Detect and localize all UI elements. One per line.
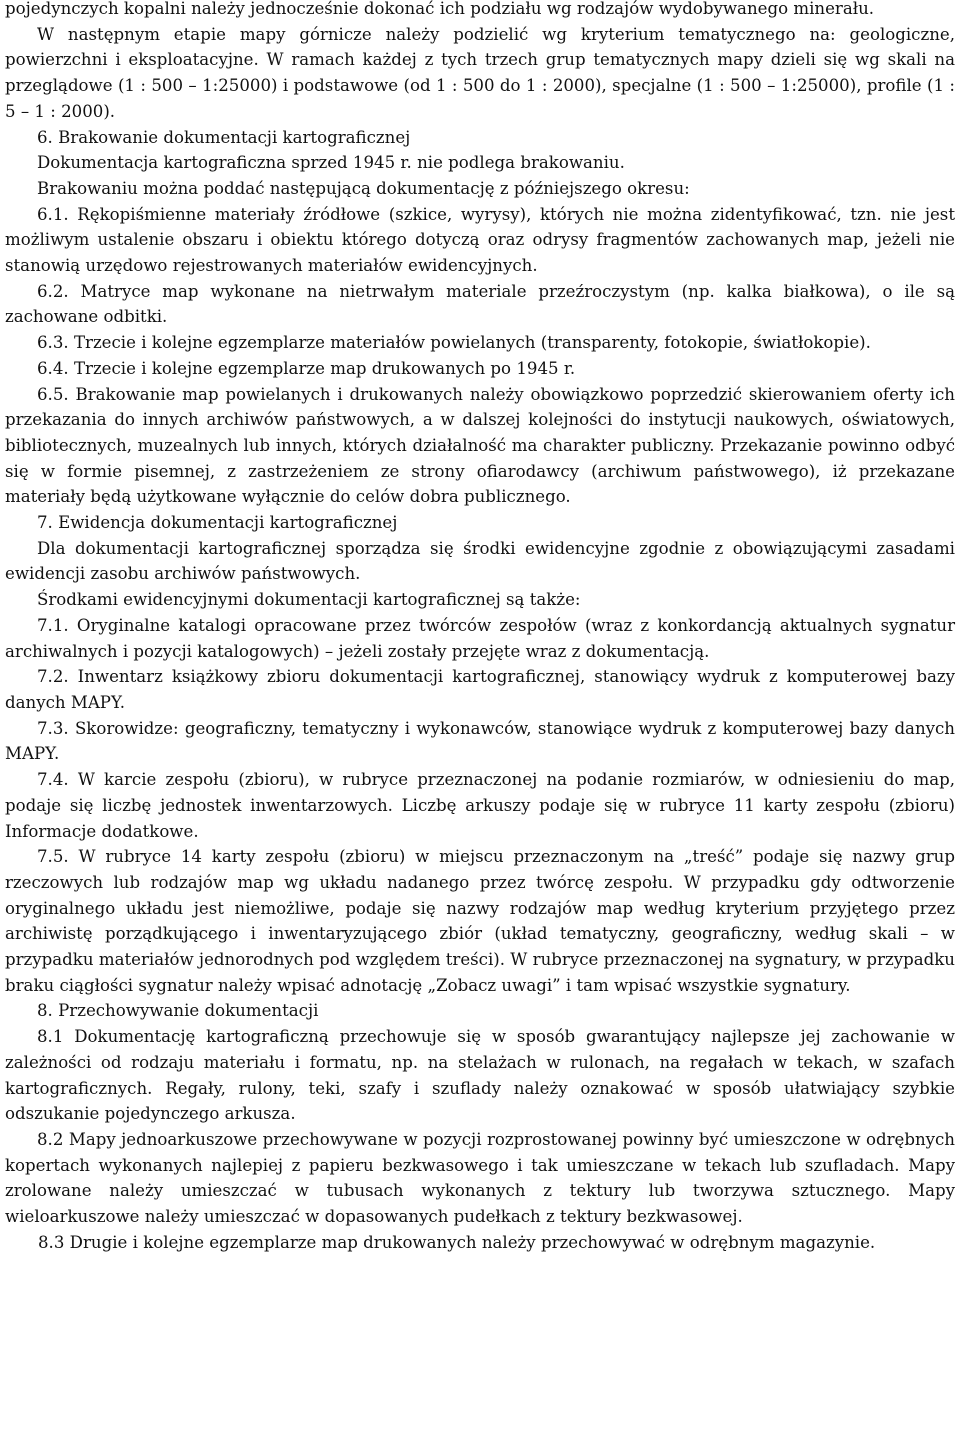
item-7-1: 7.1. Oryginalne katalogi opracowane przez twórców zespołów (wraz z konkordancją aktualnych sygnatur archiwalnych i pozycji katalogowych) – jeżeli zostały przejęte wraz z dokumentacją. bbox=[5, 615, 955, 661]
item-7-5: 7.5. W rubryce 14 karty zespołu (zbioru) w miejscu przeznaczonym na „treść” podaje się nazwy grup rzeczowych lub rodzajów map wg układu nadanego przez twórcę zespołu. W przypadku gdy odtworzenie oryginalnego układu jest niemożliwe, podaje się nazwy rodzajów map według kryterium przyjętego przez archiwistę porządkującego i inwentaryzującego zbiór (układ tematyczny, geograficzny, według skali – w przypadku materiałów jednorodnych pod względem treści). W rubryce przeznaczonej na sygnatury, w przypadku braku ciągłości sygnatur należy wpisać adnotację „Zobacz uwagi” i tam wpisać wszystkie sygnatury. bbox=[5, 847, 955, 995]
section-heading-6: 6. Brakowanie dokumentacji kartograficznej bbox=[37, 127, 411, 147]
item-7-3: 7.3. Skorowidze: geograficzny, tematyczny i wykonawców, stanowiące wydruk z komputerowej bazy danych MAPY. bbox=[5, 718, 955, 764]
item-8-3: 8.3 Drugie i kolejne egzemplarze map drukowanych należy przechowywać w odrębnym magazynie. bbox=[38, 1232, 876, 1252]
section-heading-8: 8. Przechowywanie dokumentacji bbox=[37, 1001, 319, 1021]
item-6-1: 6.1. Rękopiśmienne materiały źródłowe (szkice, wyrysy), których nie można zidentyfikować, tzn. nie jest możliwym ustalenie obszaru i obiektu którego dotyczą oraz odrysy fragmentów zachowanych map, jeżeli nie stanowią urzędowo rejestrowanych materiałów ewidencyjnych. bbox=[5, 204, 955, 276]
item-6-2: 6.2. Matryce map wykonane na nietrwałym materiale przeźroczystym (np. kalka białkowa), o ile są zachowane odbitki. bbox=[5, 281, 955, 327]
section-heading-7: 7. Ewidencja dokumentacji kartograficznej bbox=[37, 513, 398, 533]
item-6-5: 6.5. Brakowanie map powielanych i drukowanych należy obowiązkowo poprzedzić skierowaniem oferty ich przekazania do innych archiwów państwowych, a w dalszej kolejności do instytucji naukowych, oświatowych, bibliotecznych, muzealnych lub innych, których działalność ma charakter publiczny. Przekazanie powinno odbyć się w formie pisemnej, z zastrzeżeniem ze strony ofiarodawcy (archiwum państwowego), iż przekazane materiały będą użytkowane wyłącznie do celów dobra publicznego. bbox=[5, 384, 955, 507]
item-6-3: 6.3. Trzecie i kolejne egzemplarze materiałów powielanych (transparenty, fotokopie, światłokopie). bbox=[37, 333, 871, 353]
item-8-2: 8.2 Mapy jednoarkuszowe przechowywane w pozycji rozprostowanej powinny być umieszczone w odrębnych kopertach wykonanych najlepiej z papieru bezkwasowego i tak umieszczane w tekach lub szufladach. Mapy zrolowane należy umieszczać w tubusach wykonanych z tektury lub tworzywa sztucznego. Mapy wieloarkuszowe należy umieszczać w dopasowanych pudełkach z tektury bezkwasowej. bbox=[5, 1129, 955, 1227]
item-6-4: 6.4. Trzecie i kolejne egzemplarze map drukowanych po 1945 r. bbox=[37, 358, 576, 378]
paragraph-registration: Dla dokumentacji kartograficznej sporządza się środki ewidencyjne zgodnie z obowiązującymi zasadami ewidencji zasobu archiwów państwowych. bbox=[5, 538, 955, 584]
paragraph-disposable-intro: Brakowaniu można poddać następującą dokumentację z późniejszego okresu: bbox=[37, 178, 690, 198]
paragraph-thematic-division: W następnym etapie mapy górnicze należy podzielić wg kryterium tematycznego na: geologiczne, powierzchni i eksploatacyjne. W ramach każdej z tych trzech grup tematycznych mapy dzieli się wg skali na przeglądowe (1 : 500 – 1:25000) i podstawowe (od 1 : 500 do 1 : 2000), specjalne (1 : 500 – 1:25000), profile (1 : 5 – 1 : 2000). bbox=[5, 24, 955, 121]
paragraph-minerals: pojedynczych kopalni należy jednocześnie dokonać ich podziału wg rodzajów wydobywanego minerału. bbox=[5, 0, 875, 18]
paragraph-registration-means: Środkami ewidencyjnymi dokumentacji kartograficznej są także: bbox=[37, 590, 581, 610]
paragraph-pre-1945: Dokumentacja kartograficzna sprzed 1945 r. nie podlega brakowaniu. bbox=[37, 153, 625, 173]
item-7-2: 7.2. Inwentarz książkowy zbioru dokumentacji kartograficznej, stanowiący wydruk z komputerowej bazy danych MAPY. bbox=[5, 667, 955, 712]
item-7-4: 7.4. W karcie zespołu (zbioru), w rubryce przeznaczonej na podanie rozmiarów, w odniesieniu do map, podaje się liczbę jednostek inwentarzowych. Liczbę arkuszy podaje się w rubryce 11 karty zespołu (zbioru) Informacje dodatkowe. bbox=[5, 770, 955, 841]
item-8-1: 8.1 Dokumentację kartograficzną przechowuje się w sposób gwarantujący najlepsze jej zachowanie w zależności od rodzaju materiału i formatu, np. na stelażach w rulonach, na regałach w tekach, w szafach kartograficznych. Regały, rulony, teki, szafy i szuflady należy oznakować w sposób ułatwiający szybkie odszukanie pojedynczego arkusza. bbox=[5, 1027, 955, 1124]
